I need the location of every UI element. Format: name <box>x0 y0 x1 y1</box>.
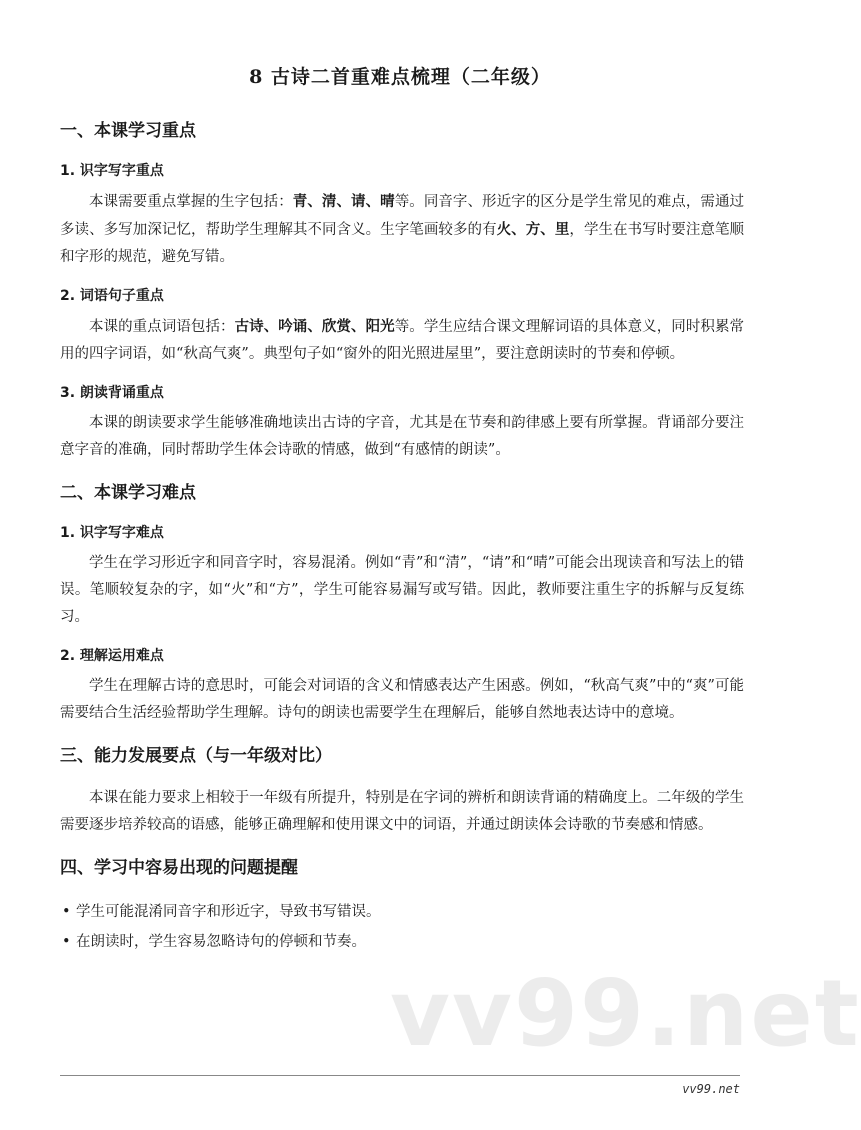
subsection-vocab-key <box>60 285 744 368</box>
bold-text: 火、方、里 <box>496 221 570 238</box>
subsection-reading-key <box>60 382 744 464</box>
section-heading: 一、本课学习重点 <box>60 121 196 141</box>
subsection-literacy-difficulty <box>60 522 744 631</box>
footer-divider <box>60 1075 740 1076</box>
subsection-heading: 2. 词语句子重点 <box>60 288 164 304</box>
list-item: • 学生可能混淆同音字和形近字，导致书写错误。 <box>60 897 744 927</box>
subsection-comprehension-difficulty <box>60 645 744 727</box>
paragraph: 学生在学习形近字和同音字时，容易混淆。例如“青”和“清”，“请”和“晴”可能会出现读音和写法上的错误。笔顺较复杂的字，如“火”和“方”，学生可能容易漏写或写错。因此，教师要注重生字的拆解与反复练习。 <box>60 555 744 625</box>
section-heading: 四、学习中容易出现的问题提醒 <box>60 858 298 878</box>
document-body <box>60 118 744 973</box>
subsection-heading: 2. 理解运用难点 <box>60 648 164 664</box>
section-heading: 三、能力发展要点（与一年级对比） <box>60 746 332 766</box>
text-run: 等。同音字、形近字的区分是学生常见的难点，需通过多读、多写加深记忆，帮助学生理解其不同含义。生字笔画较多的有 <box>60 194 745 238</box>
section-key-points <box>60 118 744 464</box>
paragraph: 本课在能力要求上相较于一年级有所提升，特别是在字词的辨析和朗读背诵的精确度上。二年级的学生需要逐步培养较高的语感，能够正确理解和使用课文中的词语，并通过朗读体会诗歌的节奏感和情感。 <box>60 790 744 833</box>
subsection-heading: 1. 识字写字难点 <box>60 525 164 541</box>
bold-text: 青、清、请、晴 <box>292 193 395 210</box>
page-title: 8 古诗二首重难点梳理（二年级） <box>249 66 551 88</box>
list-item: • 在朗读时，学生容易忽略诗句的停顿和节奏。 <box>60 927 744 957</box>
section-heading: 二、本课学习难点 <box>60 483 196 503</box>
paragraph: 本课的朗读要求学生能够准确地读出古诗的字音，尤其是在节奏和韵律感上要有所掌握。背诵部分要注意字音的准确，同时帮助学生体会诗歌的情感，做到“有感情的朗读”。 <box>60 415 744 458</box>
text-run: 本课需要重点掌握的生字包括： <box>89 194 293 210</box>
bullet-list <box>60 897 744 957</box>
paragraph <box>60 188 744 271</box>
bold-text: 古诗、吟诵、欣赏、阳光 <box>234 318 395 335</box>
watermark-text: vv99.net <box>390 960 861 1067</box>
text-run: 本课的重点词语包括： <box>89 319 235 335</box>
text-run: 等。学生应结合课文理解词语的具体意义，同时积累常用的四字词语，如“秋高气爽”。典型句子如“窗外的阳光照进屋里”，要注意朗读时的节奏和停顿。 <box>60 319 745 362</box>
paragraph <box>60 313 744 368</box>
paragraph: 学生在理解古诗的意思时，可能会对词语的含义和情感表达产生困惑。例如，“秋高气爽”中的“爽”可能需要结合生活经验帮助学生理解。诗句的朗读也需要学生在理解后，能够自然地表达诗中的意境。 <box>60 678 744 721</box>
section-difficulties <box>60 480 744 727</box>
footer-site-label: vv99.net <box>682 1082 740 1096</box>
subsection-heading: 3. 朗读背诵重点 <box>60 385 164 401</box>
subsection-heading: 1. 识字写字重点 <box>60 163 164 179</box>
section-ability-development <box>60 743 744 839</box>
subsection-literacy-key <box>60 160 744 271</box>
text-run: ，学生在书写时要注意笔顺和字形的规范，避免写错。 <box>60 222 745 265</box>
section-common-problems <box>60 855 744 957</box>
